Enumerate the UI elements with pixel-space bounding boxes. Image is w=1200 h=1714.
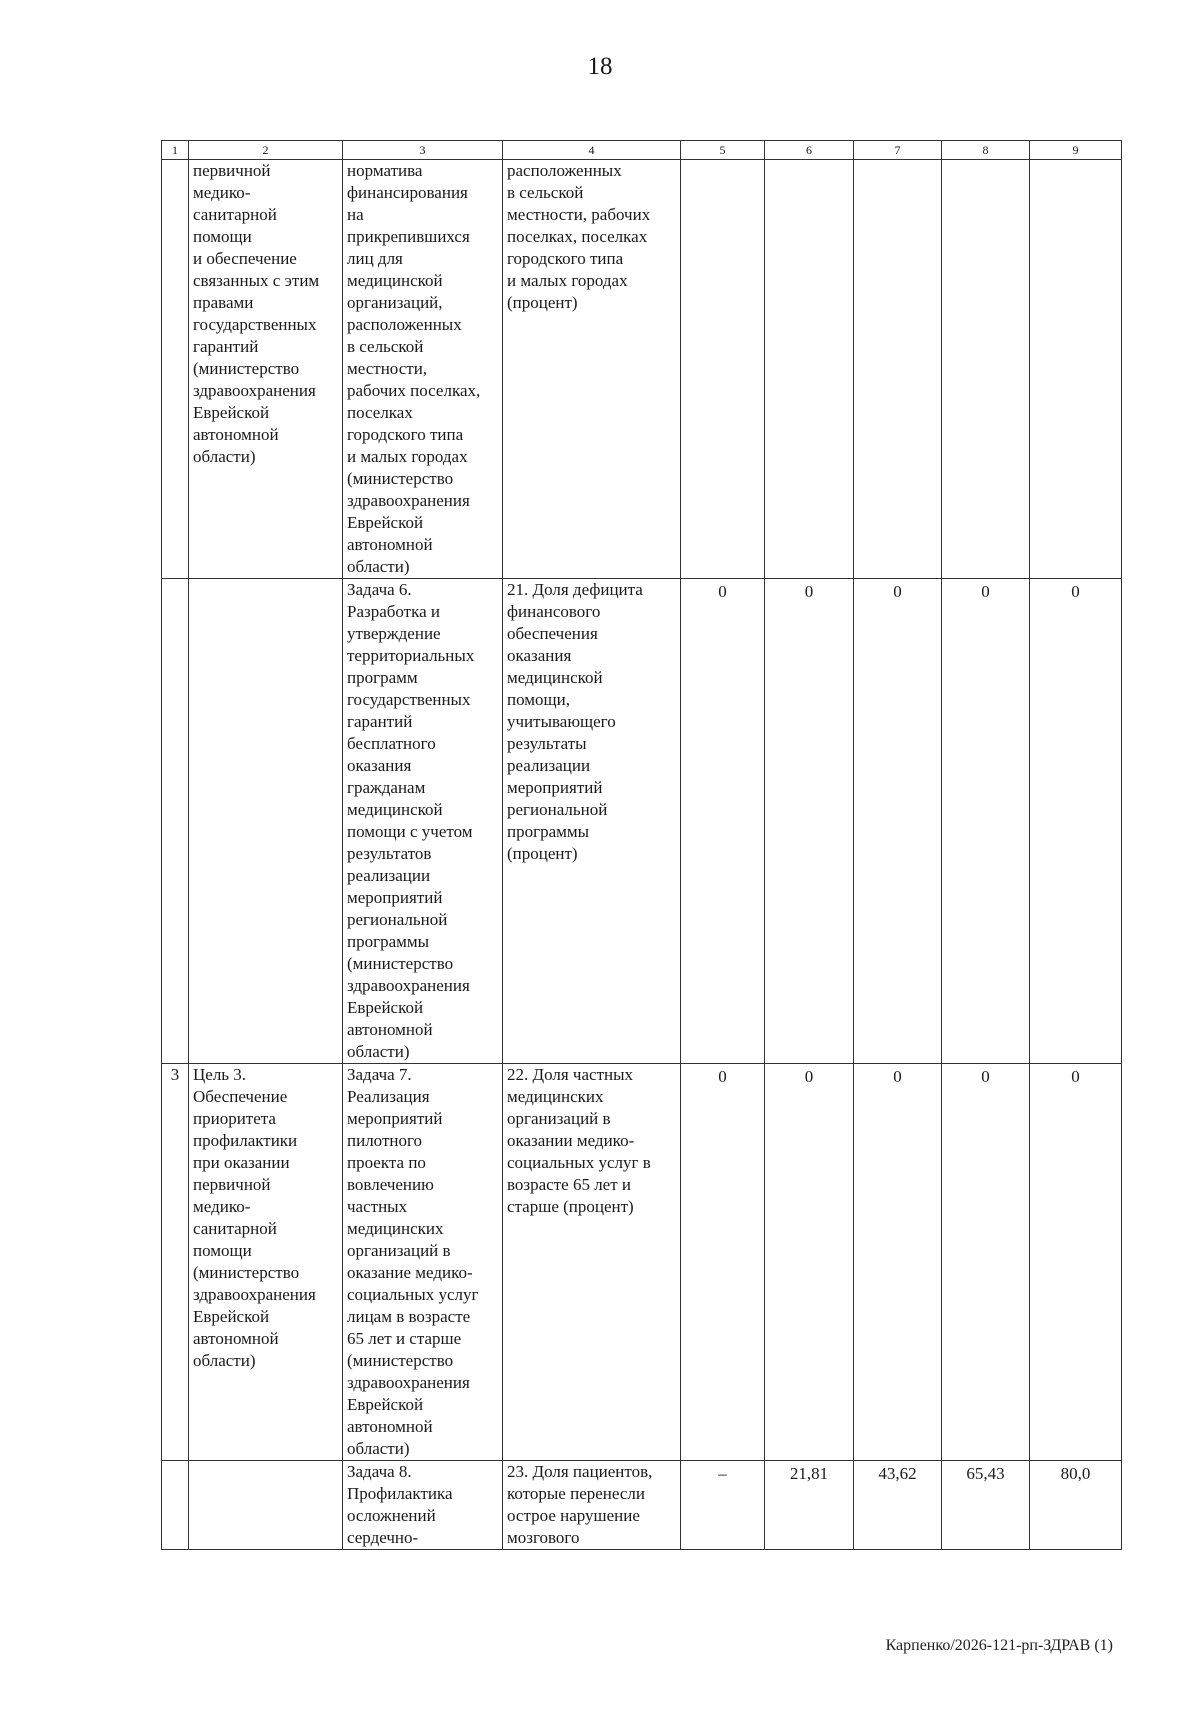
cell-line: помощи, <box>507 690 570 709</box>
column-header: 2 <box>189 141 343 160</box>
cell-line: (министерство <box>193 359 300 378</box>
value-cell: 65,43 <box>942 1461 1030 1550</box>
cell-line: (министерство <box>347 1351 454 1370</box>
cell-line: санитарной <box>193 1219 277 1238</box>
cell-line: гарантий <box>193 337 259 356</box>
cell-line: пилотного <box>347 1131 423 1150</box>
cell-line: региональной <box>347 910 448 929</box>
cell-line: 3 <box>170 1065 180 1084</box>
cell-line: программ <box>347 668 418 687</box>
cell-line: и малых городах <box>347 447 468 466</box>
cell-line: оказания <box>507 646 572 665</box>
cell-line: Обеспечение <box>193 1087 288 1106</box>
cell-line: связанных с этим <box>193 271 320 290</box>
value-cell: 0 <box>942 579 1030 1064</box>
task-cell <box>343 579 503 1064</box>
row-number-cell <box>162 1064 189 1461</box>
table-row <box>162 1064 1122 1461</box>
row-number-cell <box>162 160 189 579</box>
cell-line: помощи с учетом <box>347 822 473 841</box>
cell-line: автономной <box>347 1020 433 1039</box>
value-cell <box>765 160 854 579</box>
cell-line: здравоохранения <box>347 976 470 995</box>
goal-cell <box>189 160 343 579</box>
table-row <box>162 579 1122 1064</box>
cell-line: первичной <box>193 161 271 180</box>
cell-line: 23. Доля пациентов, <box>507 1462 653 1481</box>
value-cell: 0 <box>765 1064 854 1461</box>
cell-line: возрасте 65 лет и <box>507 1175 631 1194</box>
cell-line: медико- <box>193 183 251 202</box>
cell-line: программы <box>347 932 430 951</box>
cell-line: местности, рабочих <box>507 205 651 224</box>
cell-line: на <box>347 205 364 224</box>
value-cell <box>1030 160 1122 579</box>
cell-line: санитарной <box>193 205 277 224</box>
cell-line: реализации <box>347 866 431 885</box>
cell-line: которые перенесли <box>507 1484 645 1503</box>
cell-line: профилактики <box>193 1131 298 1150</box>
value-cell: 0 <box>942 1064 1030 1461</box>
cell-line: медицинских <box>507 1087 604 1106</box>
indicator-cell <box>503 1461 681 1550</box>
cell-line: Задача 8. <box>347 1462 412 1481</box>
cell-line: поселках <box>347 403 413 422</box>
cell-line: учитывающего <box>507 712 616 731</box>
cell-line: мозгового <box>507 1528 580 1547</box>
indicator-cell <box>503 579 681 1064</box>
cell-line: здравоохранения <box>347 491 470 510</box>
goal-cell <box>189 579 343 1064</box>
cell-line: (процент) <box>507 293 578 312</box>
value-cell: 21,81 <box>765 1461 854 1550</box>
cell-line: помощи <box>193 227 252 246</box>
cell-line: (министерство <box>347 954 454 973</box>
column-header: 9 <box>1030 141 1122 160</box>
cell-line: Еврейской <box>193 403 270 422</box>
cell-line: здравоохранения <box>193 1285 316 1304</box>
cell-line: в сельской <box>347 337 424 356</box>
cell-line: помощи <box>193 1241 252 1260</box>
cell-line: поселках, поселках <box>507 227 648 246</box>
cell-line: организаций в <box>347 1241 451 1260</box>
value-cell: 0 <box>681 1064 765 1461</box>
document-footer: Карпенко/2026-121-рп-ЗДРАВ (1) <box>885 1637 1113 1654</box>
cell-line: сердечно- <box>347 1528 419 1547</box>
cell-line: гарантий <box>347 712 413 731</box>
cell-line: первичной <box>193 1175 271 1194</box>
cell-line: проекта по <box>347 1153 426 1172</box>
table-body <box>162 160 1122 1550</box>
cell-line: расположенных <box>507 161 622 180</box>
cell-line: (процент) <box>507 844 578 863</box>
task-cell <box>343 160 503 579</box>
cell-line: территориальных <box>347 646 475 665</box>
column-header: 6 <box>765 141 854 160</box>
cell-line: автономной <box>347 535 433 554</box>
cell-line: медицинской <box>347 271 443 290</box>
cell-line: автономной <box>347 1417 433 1436</box>
column-header: 7 <box>854 141 942 160</box>
cell-line: области) <box>193 1351 256 1370</box>
page-number: 18 <box>587 53 613 80</box>
cell-line: социальных услуг в <box>507 1153 651 1172</box>
cell-line: мероприятий <box>347 888 443 907</box>
cell-line: правами <box>193 293 254 312</box>
cell-line: при оказании <box>193 1153 290 1172</box>
cell-line: Задача 6. <box>347 580 412 599</box>
cell-line: организаций, <box>347 293 443 312</box>
cell-line: Профилактика <box>347 1484 453 1503</box>
cell-line: (министерство <box>193 1263 300 1282</box>
cell-line: области) <box>347 557 410 576</box>
cell-line: Задача 7. <box>347 1065 412 1084</box>
cell-line: мероприятий <box>347 1109 443 1128</box>
cell-line: региональной <box>507 800 608 819</box>
cell-line: гражданам <box>347 778 426 797</box>
cell-line: программы <box>507 822 590 841</box>
value-cell: 0 <box>1030 1064 1122 1461</box>
cell-line: медицинской <box>347 800 443 819</box>
table-row <box>162 160 1122 579</box>
column-header: 3 <box>343 141 503 160</box>
cell-line: медико- <box>193 1197 251 1216</box>
value-cell: 0 <box>765 579 854 1064</box>
cell-line: мероприятий <box>507 778 603 797</box>
cell-line: городского типа <box>347 425 464 444</box>
row-number-cell <box>162 1461 189 1550</box>
value-cell <box>681 160 765 579</box>
cell-line: автономной <box>193 425 279 444</box>
table-row <box>162 1461 1122 1550</box>
value-cell: 0 <box>681 579 765 1064</box>
cell-line: острое нарушение <box>507 1506 640 1525</box>
column-header: 1 <box>162 141 189 160</box>
cell-line: местности, <box>347 359 428 378</box>
cell-line: государственных <box>347 690 471 709</box>
value-cell <box>942 160 1030 579</box>
cell-line: Разработка и <box>347 602 441 621</box>
column-header: 4 <box>503 141 681 160</box>
cell-line: области) <box>347 1439 410 1458</box>
cell-line: результаты <box>507 734 587 753</box>
cell-line: социальных услуг <box>347 1285 479 1304</box>
cell-line: частных <box>347 1197 408 1216</box>
cell-line: медицинской <box>507 668 603 687</box>
cell-line: Еврейской <box>347 998 424 1017</box>
cell-line: норматива <box>347 161 423 180</box>
value-cell: 80,0 <box>1030 1461 1122 1550</box>
cell-line: в сельской <box>507 183 584 202</box>
cell-line: Еврейской <box>347 513 424 532</box>
cell-line: рабочих поселках, <box>347 381 481 400</box>
cell-line: государственных <box>193 315 317 334</box>
cell-line: области) <box>193 447 256 466</box>
value-cell: 0 <box>854 579 942 1064</box>
task-cell <box>343 1064 503 1461</box>
column-header: 8 <box>942 141 1030 160</box>
cell-line: 65 лет и старше <box>347 1329 462 1348</box>
cell-line: оказания <box>347 756 412 775</box>
indicators-table <box>161 140 1122 1550</box>
cell-line: Реализация <box>347 1087 430 1106</box>
cell-line: и малых городах <box>507 271 628 290</box>
value-cell: 0 <box>1030 579 1122 1064</box>
cell-line: (министерство <box>347 469 454 488</box>
cell-line: оказание медико- <box>347 1263 473 1282</box>
cell-line: здравоохранения <box>347 1373 470 1392</box>
indicator-cell <box>503 160 681 579</box>
cell-line: автономной <box>193 1329 279 1348</box>
cell-line: 22. Доля частных <box>507 1065 634 1084</box>
cell-line: финансового <box>507 602 601 621</box>
indicator-cell <box>503 1064 681 1461</box>
cell-line: обеспечения <box>507 624 598 643</box>
column-header: 5 <box>681 141 765 160</box>
cell-line: здравоохранения <box>193 381 316 400</box>
cell-line: оказании медико- <box>507 1131 635 1150</box>
cell-line: лиц для <box>347 249 403 268</box>
cell-line: области) <box>347 1042 410 1061</box>
cell-line: приоритета <box>193 1109 276 1128</box>
cell-line: вовлечению <box>347 1175 434 1194</box>
cell-line: утверждение <box>347 624 441 643</box>
cell-line: лицам в возрасте <box>347 1307 471 1326</box>
cell-line: результатов <box>347 844 432 863</box>
cell-line: Цель 3. <box>193 1065 247 1084</box>
task-cell <box>343 1461 503 1550</box>
value-cell <box>854 160 942 579</box>
cell-line: осложнений <box>347 1506 436 1525</box>
goal-cell <box>189 1064 343 1461</box>
cell-line: прикрепившихся <box>347 227 470 246</box>
cell-line: 21. Доля дефицита <box>507 580 643 599</box>
cell-line: медицинских <box>347 1219 444 1238</box>
cell-line: организаций в <box>507 1109 611 1128</box>
cell-line: старше (процент) <box>507 1197 634 1216</box>
cell-line: реализации <box>507 756 591 775</box>
goal-cell <box>189 1461 343 1550</box>
value-cell: – <box>681 1461 765 1550</box>
cell-line: и обеспечение <box>193 249 297 268</box>
value-cell: 43,62 <box>854 1461 942 1550</box>
value-cell: 0 <box>854 1064 942 1461</box>
column-number-row <box>162 141 1122 160</box>
row-number-cell <box>162 579 189 1064</box>
cell-line: расположенных <box>347 315 462 334</box>
cell-line: Еврейской <box>347 1395 424 1414</box>
cell-line: бесплатного <box>347 734 436 753</box>
cell-line: финансирования <box>347 183 468 202</box>
cell-line: городского типа <box>507 249 624 268</box>
cell-line: Еврейской <box>193 1307 270 1326</box>
